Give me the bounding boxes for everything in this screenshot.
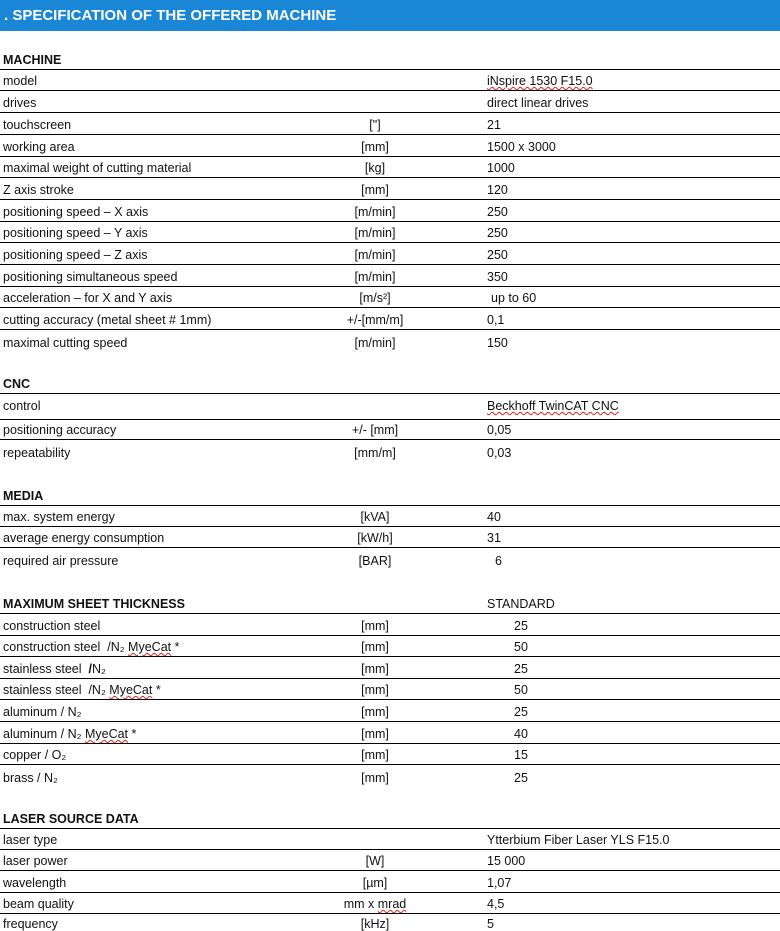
spec-label: construction steel	[3, 619, 101, 633]
spec-unit: [mm]	[361, 140, 389, 154]
spec-label: drives	[3, 96, 37, 110]
spec-label: acceleration – for X and Y axis	[3, 291, 173, 305]
spec-label: maximal weight of cutting material	[3, 161, 192, 175]
spec-value: 250	[487, 226, 508, 240]
spec-unit: mm x mrad	[343, 897, 407, 911]
spec-value: 15 000	[487, 854, 526, 868]
section-title-text: MACHINE	[3, 53, 62, 67]
spec-value: up to 60	[491, 291, 537, 305]
spec-label: copper / O₂	[3, 748, 67, 762]
spec-unit: [mm]	[361, 771, 389, 785]
spec-unit: [m/min]	[354, 336, 396, 350]
table-row	[0, 657, 780, 679]
section-title-media	[0, 484, 780, 506]
spec-unit: ["]	[369, 118, 381, 132]
spec-value: 25	[514, 662, 528, 676]
table-row	[0, 265, 780, 287]
spec-value: 15	[514, 748, 528, 762]
spec-value: 31	[487, 531, 501, 545]
table-row	[0, 765, 780, 787]
spec-unit: [BAR]	[358, 554, 392, 568]
spec-unit: [mm]	[361, 727, 389, 741]
table-row	[0, 829, 780, 850]
table-row	[0, 308, 780, 330]
spec-label: construction steel /N₂ MyeCat *	[3, 640, 180, 654]
myecat-text: MyeCat	[84, 727, 129, 741]
spec-value: 6	[495, 554, 502, 568]
section-title-thickness	[0, 592, 780, 614]
spec-unit: [mm/m]	[354, 446, 396, 460]
table-row	[0, 722, 780, 744]
spec-value: 4,5	[487, 897, 505, 911]
spec-label: stainless steel /N₂ MyeCat *	[3, 683, 161, 697]
spec-label: Z axis stroke	[3, 183, 74, 197]
spec-label: aluminum / N₂ MyeCat *	[3, 727, 137, 741]
spec-value: 1,07	[487, 876, 512, 890]
spec-value: 50	[514, 683, 528, 697]
table-row	[0, 243, 780, 265]
spec-unit: [mm]	[361, 748, 389, 762]
column-label-standard: STANDARD	[487, 597, 555, 611]
spec-value: 0,05	[487, 423, 512, 437]
spec-value: 0,03	[487, 446, 512, 460]
table-row	[0, 636, 780, 657]
spec-value: 1500 x 3000	[487, 140, 556, 154]
table-row	[0, 222, 780, 243]
spec-value: 0,1	[487, 313, 505, 327]
spec-value: 25	[514, 771, 528, 785]
spec-label: stainless steel /N₂	[3, 662, 106, 676]
table-row	[0, 614, 780, 636]
spec-label: required air pressure	[3, 554, 119, 568]
spec-value: 250	[487, 205, 508, 219]
spec-value: 40	[487, 510, 501, 524]
section-title-text: MEDIA	[3, 489, 44, 503]
table-row	[0, 287, 780, 308]
table-row	[0, 679, 780, 700]
spec-label: laser power	[3, 854, 68, 868]
document-title: . SPECIFICATION OF THE OFFERED MACHINE	[4, 7, 337, 24]
spec-unit: [mm]	[361, 183, 389, 197]
spec-unit: +/-[mm/m]	[346, 313, 404, 327]
myecat-text: MyeCat	[109, 683, 153, 697]
spec-unit: [mm]	[361, 705, 389, 719]
spec-value: 25	[514, 705, 528, 719]
spec-unit: [µm]	[362, 876, 388, 890]
table-row	[0, 871, 780, 893]
spec-value: 25	[514, 619, 528, 633]
table-row	[0, 893, 780, 914]
table-row	[0, 440, 780, 462]
spec-label: cutting accuracy (metal sheet # 1mm)	[3, 313, 212, 327]
spec-value: 250	[487, 248, 508, 262]
spec-label: aluminum / N₂	[3, 705, 82, 719]
table-row	[0, 700, 780, 722]
spec-unit: +/- [mm]	[351, 423, 399, 437]
spec-unit: [mm]	[361, 640, 389, 654]
spec-unit: [mm]	[361, 619, 389, 633]
table-row	[0, 200, 780, 222]
spec-label: max. system energy	[3, 510, 115, 524]
spec-label: positioning speed – Z axis	[3, 248, 148, 262]
table-row	[0, 914, 780, 931]
spec-value: Beckhoff TwinCAT CNC	[487, 399, 619, 413]
mrad-text: mrad	[377, 897, 407, 911]
spec-value: 40	[514, 727, 528, 741]
spec-unit: [kW/h]	[357, 531, 393, 545]
table-row	[0, 394, 780, 420]
spec-label: positioning simultaneous speed	[3, 270, 178, 284]
table-row	[0, 420, 780, 440]
table-row	[0, 135, 780, 157]
spec-label: positioning accuracy	[3, 423, 117, 437]
section-title-text: LASER SOURCE DATA	[3, 812, 139, 826]
myecat-text: MyeCat	[128, 640, 172, 654]
spec-value: 350	[487, 270, 508, 284]
table-row	[0, 744, 780, 765]
section-title-laser	[0, 807, 780, 829]
spec-unit: [m/min]	[354, 205, 396, 219]
spec-unit: [mm]	[361, 662, 389, 676]
table-row	[0, 506, 780, 527]
table-row	[0, 178, 780, 200]
spec-value: 50	[514, 640, 528, 654]
spec-value: 21	[487, 118, 501, 132]
table-row	[0, 157, 780, 178]
spec-unit: [kg]	[364, 161, 386, 175]
spec-unit: [m/min]	[354, 270, 396, 284]
spec-unit: [m/s²]	[359, 291, 391, 305]
spec-label: positioning speed – Y axis	[3, 226, 148, 240]
spec-label: average energy consumption	[3, 531, 165, 545]
spec-label: laser type	[3, 833, 58, 847]
spec-label: wavelength	[3, 876, 67, 890]
spec-value: 5	[487, 917, 494, 931]
spec-value: 1000	[487, 161, 515, 175]
spec-unit: [mm]	[361, 683, 389, 697]
section-title-machine	[0, 48, 780, 70]
spec-value: direct linear drives	[487, 96, 589, 110]
spec-value: Ytterbium Fiber Laser YLS F15.0	[487, 833, 670, 847]
section-title-text: CNC	[3, 377, 31, 391]
spec-unit: [kVA]	[360, 510, 390, 524]
spec-unit: [kHz]	[360, 917, 390, 931]
spec-unit: [m/min]	[354, 226, 396, 240]
spec-label: positioning speed – X axis	[3, 205, 149, 219]
table-row	[0, 850, 780, 871]
table-row	[0, 330, 780, 352]
spec-label: brass / N₂	[3, 771, 58, 785]
spec-value: 120	[487, 183, 508, 197]
spec-unit: [m/min]	[354, 248, 396, 262]
section-title-text: MAXIMUM SHEET THICKNESS	[3, 597, 185, 611]
spec-value: 150	[487, 336, 508, 350]
spec-label: maximal cutting speed	[3, 336, 128, 350]
section-title-cnc	[0, 372, 780, 394]
table-row	[0, 527, 780, 548]
spec-label: frequency	[3, 917, 58, 931]
table-row	[0, 548, 780, 570]
spec-value: iNspire 1530 F15.0	[487, 74, 593, 88]
document-header-bar	[0, 0, 780, 31]
spec-label: working area	[3, 140, 75, 154]
spec-label: beam quality	[3, 897, 74, 911]
spec-label: control	[3, 399, 41, 413]
spec-unit: [W]	[365, 854, 385, 868]
table-row	[0, 91, 780, 113]
spec-label: model	[3, 74, 38, 88]
table-row	[0, 70, 780, 91]
spec-label: repeatability	[3, 446, 71, 460]
spec-label: touchscreen	[3, 118, 72, 132]
table-row	[0, 113, 780, 135]
